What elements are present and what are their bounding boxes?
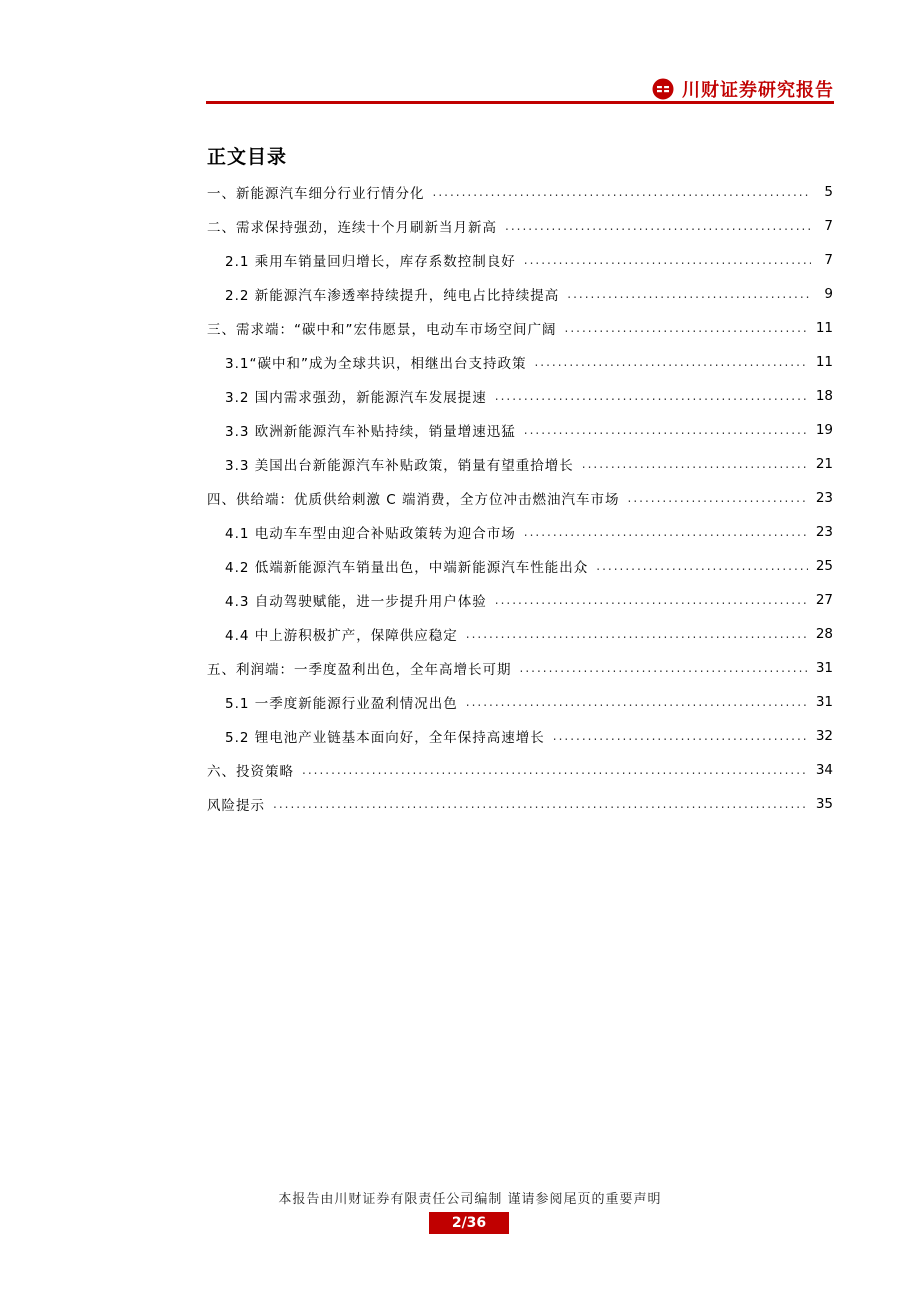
toc-entry[interactable] bbox=[207, 481, 833, 515]
toc-entry-label: 3.2 国内需求强劲，新能源汽车发展提速 bbox=[225, 390, 487, 406]
toc-entry-page: 27 bbox=[815, 592, 833, 608]
toc-dot-leader bbox=[433, 185, 812, 199]
toc-entry[interactable] bbox=[207, 685, 833, 719]
toc-entry-page: 11 bbox=[815, 354, 833, 370]
footer-disclaimer: 本报告由川财证券有限责任公司编制 谨请参阅尾页的重要声明 bbox=[278, 1192, 662, 1207]
toc-dot-leader bbox=[524, 525, 808, 539]
toc-entry-label: 一、新能源汽车细分行业行情分化 bbox=[207, 186, 425, 202]
toc-entry-page: 34 bbox=[815, 762, 833, 778]
toc-entry[interactable] bbox=[207, 583, 833, 617]
brand bbox=[652, 76, 834, 102]
toc-dot-leader bbox=[524, 423, 808, 437]
toc-entry-page: 28 bbox=[815, 626, 833, 642]
toc-entry-label: 2.2 新能源汽车渗透率持续提升，纯电占比持续提高 bbox=[225, 288, 560, 304]
toc-entry-label: 三、需求端：“碳中和”宏伟愿景，电动车市场空间广阔 bbox=[207, 322, 557, 338]
toc-entry-page: 7 bbox=[824, 218, 833, 234]
toc-dot-leader bbox=[524, 253, 811, 267]
toc-entry[interactable] bbox=[207, 787, 833, 821]
toc-entry[interactable] bbox=[207, 753, 833, 787]
cc-securities-logo-icon bbox=[652, 78, 674, 100]
toc-entry-page: 19 bbox=[815, 422, 833, 438]
toc-entry[interactable] bbox=[207, 651, 833, 685]
toc-entry-page: 9 bbox=[824, 286, 833, 302]
toc-entry-page: 21 bbox=[815, 456, 833, 472]
toc-entry[interactable] bbox=[207, 311, 833, 345]
toc-dot-leader bbox=[495, 389, 808, 403]
toc-dot-leader bbox=[553, 729, 808, 743]
toc-dot-leader bbox=[567, 287, 811, 301]
toc-entry-label: 5.2 锂电池产业链基本面向好，全年保持高速增长 bbox=[225, 730, 545, 746]
toc-dot-leader bbox=[505, 219, 811, 233]
toc-entry[interactable] bbox=[207, 277, 833, 311]
toc-entry[interactable] bbox=[207, 549, 833, 583]
toc-dot-leader bbox=[520, 661, 808, 675]
toc-entry-page: 31 bbox=[815, 660, 833, 676]
toc-entry-page: 23 bbox=[815, 524, 833, 540]
toc-dot-leader bbox=[302, 763, 808, 777]
toc-entry-page: 35 bbox=[815, 796, 833, 812]
toc-entry-page: 31 bbox=[815, 694, 833, 710]
toc-entry-label: 3.3 欧洲新能源汽车补贴持续，销量增速迅猛 bbox=[225, 424, 516, 440]
toc-entry[interactable] bbox=[207, 515, 833, 549]
toc-entry-page: 32 bbox=[815, 728, 833, 744]
toc-entry-label: 四、供给端：优质供给刺激 C 端消费，全方位冲击燃油汽车市场 bbox=[207, 492, 620, 508]
toc-entry-label: 风险提示 bbox=[207, 798, 265, 814]
toc-entry-page: 5 bbox=[824, 184, 833, 200]
toc-entry[interactable] bbox=[207, 447, 833, 481]
toc-entry[interactable] bbox=[207, 345, 833, 379]
toc-entry-label: 5.1 一季度新能源行业盈利情况出色 bbox=[225, 696, 458, 712]
toc-entry-label: 2.1 乘用车销量回归增长，库存系数控制良好 bbox=[225, 254, 516, 270]
toc-dot-leader bbox=[466, 627, 808, 641]
brand-name: 川财证券研究报告 bbox=[682, 80, 834, 101]
toc-entry-label: 4.4 中上游积极扩产，保障供应稳定 bbox=[225, 628, 458, 644]
toc-dot-leader bbox=[596, 559, 808, 573]
toc-entry-label: 4.2 低端新能源汽车销量出色，中端新能源汽车性能出众 bbox=[225, 560, 589, 576]
toc-entry-page: 23 bbox=[815, 490, 833, 506]
toc-entry-label: 3.3 美国出台新能源汽车补贴政策，销量有望重拾增长 bbox=[225, 458, 574, 474]
toc-entry-label: 4.1 电动车车型由迎合补贴政策转为迎合市场 bbox=[225, 526, 516, 542]
page-header bbox=[206, 70, 834, 104]
toc-dot-leader bbox=[466, 695, 808, 709]
toc-entry-label: 二、需求保持强劲，连续十个月刷新当月新高 bbox=[207, 220, 497, 236]
toc-title: 正文目录 bbox=[207, 146, 288, 168]
toc-dot-leader bbox=[565, 321, 808, 335]
table-of-contents bbox=[207, 175, 833, 821]
toc-dot-leader bbox=[495, 593, 808, 607]
toc-entry-label: 六、投资策略 bbox=[207, 764, 294, 780]
toc-dot-leader bbox=[534, 355, 807, 369]
toc-entry[interactable] bbox=[207, 617, 833, 651]
toc-entry[interactable] bbox=[207, 209, 833, 243]
toc-entry[interactable] bbox=[207, 413, 833, 447]
toc-entry[interactable] bbox=[207, 175, 833, 209]
header-rule bbox=[206, 101, 834, 104]
toc-dot-leader bbox=[273, 797, 808, 811]
page-number: 2/36 bbox=[429, 1212, 509, 1234]
toc-entry-label: 3.1“碳中和”成为全球共识，相继出台支持政策 bbox=[225, 356, 527, 372]
toc-entry-page: 18 bbox=[815, 388, 833, 404]
toc-dot-leader bbox=[628, 491, 808, 505]
toc-entry-page: 11 bbox=[815, 320, 833, 336]
toc-entry[interactable] bbox=[207, 379, 833, 413]
toc-entry-label: 五、利润端：一季度盈利出色，全年高增长可期 bbox=[207, 662, 512, 678]
toc-entry-page: 7 bbox=[824, 252, 833, 268]
toc-dot-leader bbox=[582, 457, 808, 471]
toc-entry[interactable] bbox=[207, 243, 833, 277]
toc-entry-label: 4.3 自动驾驶赋能，进一步提升用户体验 bbox=[225, 594, 487, 610]
toc-entry-page: 25 bbox=[815, 558, 833, 574]
toc-entry[interactable] bbox=[207, 719, 833, 753]
